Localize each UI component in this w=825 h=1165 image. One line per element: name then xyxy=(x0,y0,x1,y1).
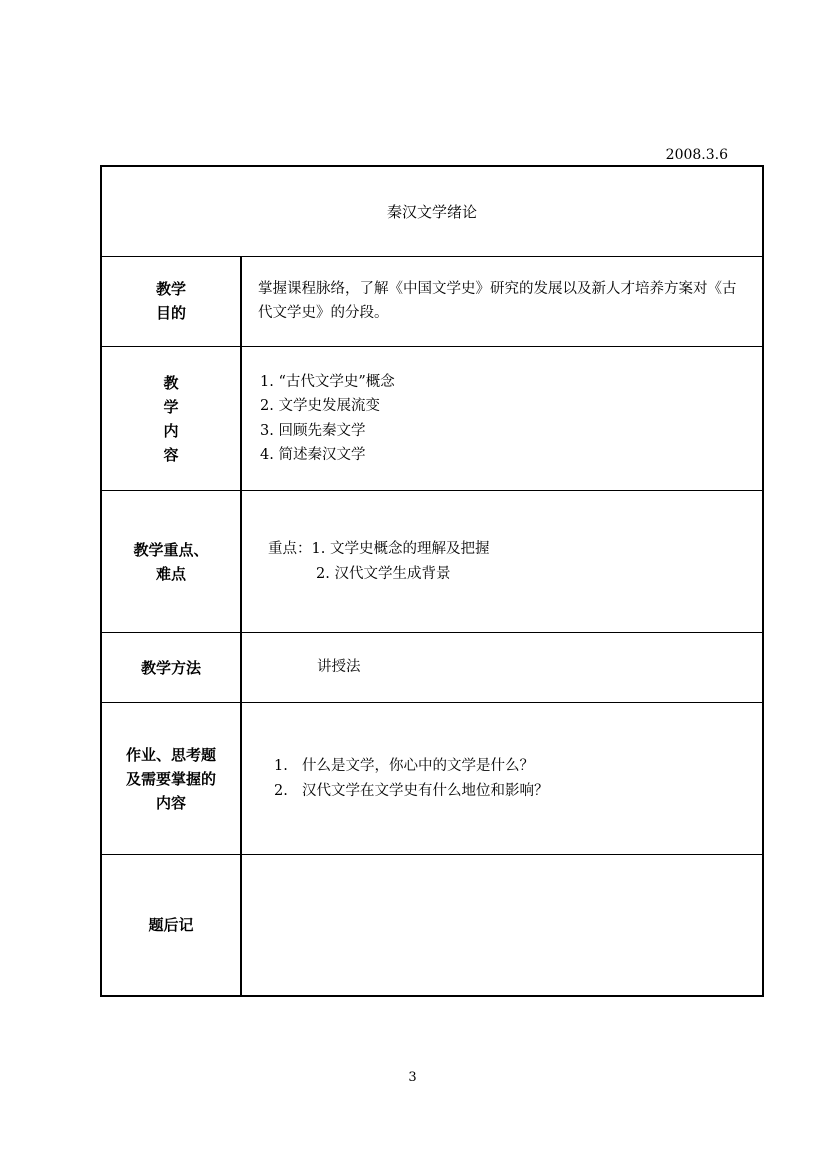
row-homework xyxy=(102,703,762,855)
teaching-purpose-text: 掌握课程脉络，了解《中国文学史》研究的发展以及新人才培养方案对《古代文学史》的分段。 xyxy=(258,280,737,321)
list-item: 1. 什么是文学，你心中的文学是什么？ xyxy=(274,758,534,774)
list-item: 1. “古代文学史”概念 xyxy=(260,373,395,390)
list-item: 重点：1. 文学史概念的理解及把握 xyxy=(268,541,490,557)
list-item: 3. 回顾先秦文学 xyxy=(260,422,366,439)
list-item: 2. 汉代文学生成背景 xyxy=(316,565,451,582)
key-points-label: 教学重点、 难点 xyxy=(102,491,242,632)
row-teaching-purpose xyxy=(102,256,762,347)
list-item: 2. 汉代文学在文学史有什么地位和影响？ xyxy=(274,782,549,799)
teaching-content-list xyxy=(242,347,762,490)
list-item: 2. 文学史发展流变 xyxy=(260,398,380,414)
document-date: 2008.3.6 xyxy=(665,147,728,163)
lesson-plan-table xyxy=(100,165,764,997)
teaching-purpose-label: 教学 目的 xyxy=(102,256,242,346)
row-teaching-content xyxy=(102,347,762,491)
postscript-label: 题后记 xyxy=(102,855,242,995)
teaching-method-label: 教学方法 xyxy=(102,633,242,702)
row-postscript xyxy=(102,855,762,995)
lesson-title: 秦汉文学绪论 xyxy=(102,167,762,257)
teaching-method-content xyxy=(242,633,762,702)
postscript-content xyxy=(242,855,762,995)
teaching-purpose-content xyxy=(242,256,762,346)
teaching-content-label: 教 学 内 容 xyxy=(102,347,242,490)
key-points-content xyxy=(242,491,762,632)
homework-label: 作业、思考题 及需要掌握的 内容 xyxy=(102,703,242,854)
list-item: 4. 简述秦汉文学 xyxy=(260,447,366,463)
teaching-method-text: 讲授法 xyxy=(317,659,361,676)
page-number: 3 xyxy=(408,1070,417,1085)
row-key-points xyxy=(102,491,762,633)
homework-list xyxy=(242,703,762,854)
row-teaching-method xyxy=(102,633,762,703)
